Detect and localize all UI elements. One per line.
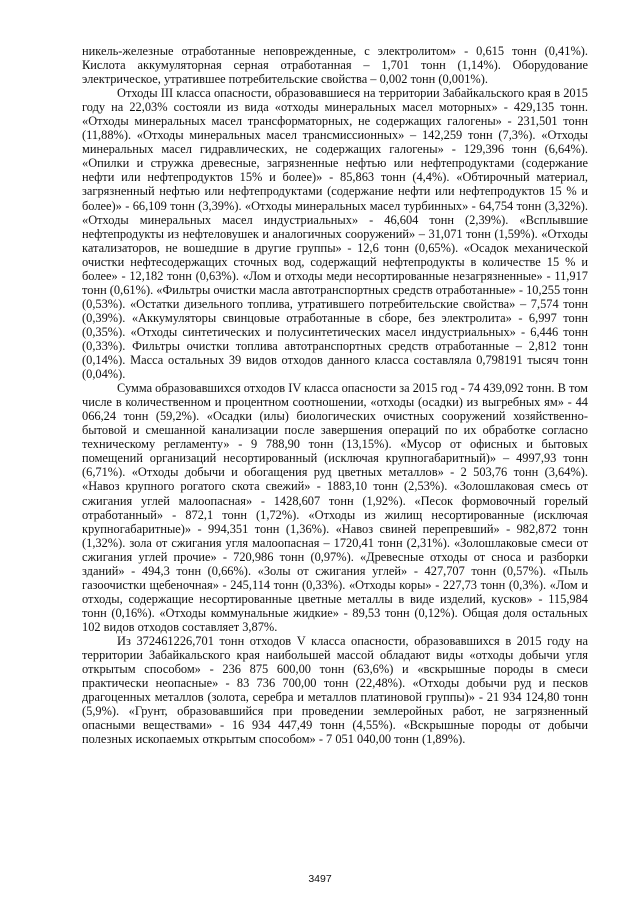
- paragraph-class-iv-waste: Сумма образовавшихся отходов IV класса опасности за 2015 год - 74 439,092 тонн. В том числе в количественном и процентном соотношении, «отходы (осадки) из выгребных ям» - 44 066,24 тонн (59,2%). «Осадки (илы) биологических очистных сооружений хозяйственно-бытовой и смешанной канализации после завершения операций по их обработке согласно техническому регламенту» - 9 788,90 тонн (13,15%). «Мусор от офисных и бытовых помещений организаций несортированный (исключая крупногабаритный)» – 4997,93 тонн (6,71%). «Отходы добычи и обогащения руд цветных металлов» - 2 503,76 тонн (3,64%). «Навоз крупного рогатого скота свежий» - 1883,10 тонн (2,53%). «Золошлаковая смесь от сжигания углей малоопасная» - 1428,607 тонн (1,92%). «Песок формовочный горелый отработанный» - 872,1 тонн (1,72%). «Отходы из жилищ несортированные (исключая крупногабаритные)» - 994,351 тонн (1,36%). «Навоз свиней перепревший» - 982,872 тонн (1,32%). зола от сжигания угля малоопасная – 1720,41 тонн (2,31%). «Золошлаковые смеси от сжигания углей прочие» - 720,986 тонн (0,97%). «Древесные отходы от сноса и разборки зданий» - 494,3 тонн (0,66%). «Золы от сжигания углей» - 427,707 тонн (0,57%). «Пыль газоочистки щебеночная» - 245,114 тонн (0,33%). «Отходы коры» - 227,73 тонн (0,3%). «Лом и отходы, содержащие несортированные цветные металлы в виде изделий, кусков» - 115,984 тонн (0,16%). «Отходы коммунальные жидкие» - 89,53 тонн (0,12%). Общая доля остальных 102 видов отходов составляет 3,87%.: [82, 381, 588, 634]
- paragraph-class-iii-waste: Отходы III класса опасности, образовавшиеся на территории Забайкальского края в 2015 году на 22,03% состояли из вида «отходы минеральных масел моторных» - 429,135 тонн. «Отходы минеральных масел трансформаторных, не содержащих галогены» - 231,501 тонн (11,88%). «Отходы минеральных масел трансмиссионных» – 142,259 тонн (7,3%). «Отходы минеральных масел гидравлических, не содержащих галогены» - 129,396 тонн (6,64%). «Опилки и стружка древесные, загрязненные нефтью или нефтепродуктами (содержание нефти или нефтепродуктов 15% и более)» - 85,863 тонн (4,4%). «Обтирочный материал, загрязненный нефтью или нефтепродуктами (содержание нефти или нефтепродуктов 15 % и более)» - 66,109 тонн (3,39%). «Отходы минеральных масел турбинных» - 64,754 тонн (3,32%). «Отходы минеральных масел индустриальных» - 46,604 тонн (2,39%). «Всплывшие нефтепродукты из нефтеловушек и аналогичных сооружений» – 31,071 тонн (1,59%). «Отходы катализаторов, не вошедшие в другие группы» - 12,6 тонн (0,65%). «Осадок механической очистки нефтесодержащих сточных вод, содержащий нефтепродукты в количестве 15 % и более» - 12,182 тонн (0,63%). «Лом и отходы меди несортированные незагрязненные» - 11,917 тонн (0,61%). «Фильтры очистки масла автотранспортных средств отработанные» - 10,255 тонн (0,53%). «Остатки дизельного топлива, утратившего потребительские свойства» – 7,574 тонн (0,39%). «Аккумуляторы свинцовые отработанные в сборе, без электролита» - 6,997 тонн (0,35%). «Отходы синтетических и полусинтетических масел индустриальных» - 6,446 тонн (0,33%). Фильтры очистки топлива автотранспортных средств отработанные – 2,812 тонн (0,14%). Масса остальных 39 видов отходов данного класса составляла 0,798191 тысяч тонн (0,04%).: [82, 86, 588, 382]
- document-page: [82, 44, 588, 746]
- paragraph-class-v-waste: Из 372461226,701 тонн отходов V класса опасности, образовавшихся в 2015 году на территории Забайкальского края наибольшей массой обладают виды «отходы добычи угля открытым способом» - 236 875 600,00 тонн (63,6%) и «вскрышные породы в смеси практически неопасные» - 83 736 700,00 тонн (22,48%). «Отходы добычи руд и песков драгоценных металлов (золота, серебра и металлов платиновой группы)» - 21 934 124,80 тонн (5,9%). «Грунт, образовавшийся при проведении землеройных работ, не загрязненный опасными веществами» - 16 934 447,49 тонн (4,55%). «Вскрышные породы от добычи полезных ископаемых открытым способом» - 7 051 040,00 тонн (1,89%).: [82, 633, 588, 747]
- page-number: 3497: [308, 873, 332, 885]
- paragraph-batteries-continued: никель-железные отработанные неповрежденные, с электролитом» - 0,615 тонн (0,41%). Кислота аккумуляторная серная отработанная – 1,701 тонн (1,14%). Оборудование электрическое, утратившее потребительские свойства – 0,002 тонн (0,001%).: [82, 44, 588, 87]
